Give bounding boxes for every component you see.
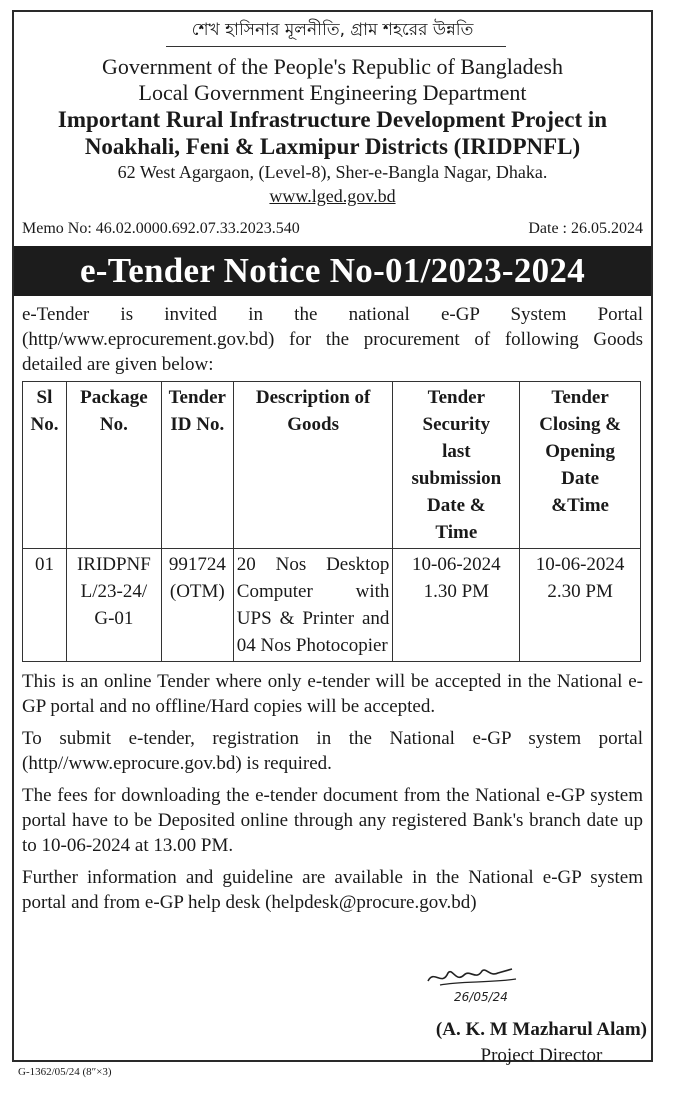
bangla-slogan: শেখ হাসিনার মূলনীতি, গ্রাম শহরের উন্নতি — [191, 20, 474, 40]
slogan-underline — [166, 46, 506, 47]
project-name-line2: Noakhali, Feni & Laxmipur Districts (IRIDPNFL) — [84, 134, 581, 159]
paragraph-fees: The fees for downloading the e-tender document from the National e-GP system portal have to be Deposited online through any registered Bank's branch date up to 10-06-2024 at 13.00 PM. — [22, 785, 643, 856]
table-header-row — [23, 382, 641, 549]
header-sl: Sl No. — [23, 382, 67, 549]
paragraph-further-info: Further information and guideline are available in the National e-GP system portal and from e-GP help desk (helpdesk@procure.gov.bd) — [22, 867, 643, 913]
tender-table — [22, 381, 641, 662]
cell-sl: 01 — [23, 549, 67, 662]
paragraph-online-tender: This is an online Tender where only e-tender will be accepted in the National e-GP portal and no offline/Hard copies will be accepted. — [22, 671, 643, 717]
intro-paragraph: e-Tender is invited in the national e-GP System Portal (http/www.eprocurement.gov.bd) for the procurement of following Goods detailed are given below: — [22, 304, 643, 375]
memo-date: Date : 26.05.2024 — [528, 220, 643, 237]
cell-security-date: 10-06-2024 1.30 PM — [393, 549, 520, 662]
header-closing: Tender Closing & Opening Date &Time — [520, 382, 641, 549]
notice-title: e-Tender Notice No-01/2023-2024 — [14, 246, 651, 296]
project-name-line1: Important Rural Infrastructure Development Project in — [57, 107, 608, 132]
signer-title: Project Director — [480, 1045, 603, 1066]
department-name: Local Government Engineering Department — [138, 80, 527, 105]
table-row — [23, 549, 641, 662]
paragraph-registration: To submit e-tender, registration in the National e-GP system portal (http//www.eprocure.gov.bd) is required. — [22, 728, 643, 774]
handwritten-signature — [420, 963, 530, 1005]
header-description: Description of Goods — [233, 382, 393, 549]
cell-tender-id: 991724 (OTM) — [161, 549, 233, 662]
header-tender-id: Tender ID No. — [161, 382, 233, 549]
tender-notice — [12, 10, 653, 1062]
memo-row — [14, 208, 651, 242]
header-package: Package No. — [66, 382, 161, 549]
signer-block — [436, 1018, 647, 1068]
print-code: G-1362/05/24 (8″×3) — [18, 1066, 112, 1078]
cell-description: 20 Nos Desktop Computer with UPS & Printer and 04 Nos Photocopier — [233, 549, 393, 662]
cell-package: IRIDPNF L/23-24/ G-01 — [66, 549, 161, 662]
office-address: 62 West Agargaon, (Level-8), Sher-e-Bangla Nagar, Dhaka. — [117, 162, 548, 182]
memo-number: Memo No: 46.02.0000.692.07.33.2023.540 — [22, 220, 300, 237]
government-name: Government of the People's Republic of Bangladesh — [102, 54, 563, 79]
signer-name: (A. K. M Mazharul Alam) — [435, 1019, 647, 1040]
signature-date: 26/05/24 — [454, 990, 508, 1004]
website-link[interactable]: www.lged.gov.bd — [269, 186, 396, 206]
cell-closing-date: 10-06-2024 2.30 PM — [520, 549, 641, 662]
header-security: Tender Security last submission Date & Time — [393, 382, 520, 549]
